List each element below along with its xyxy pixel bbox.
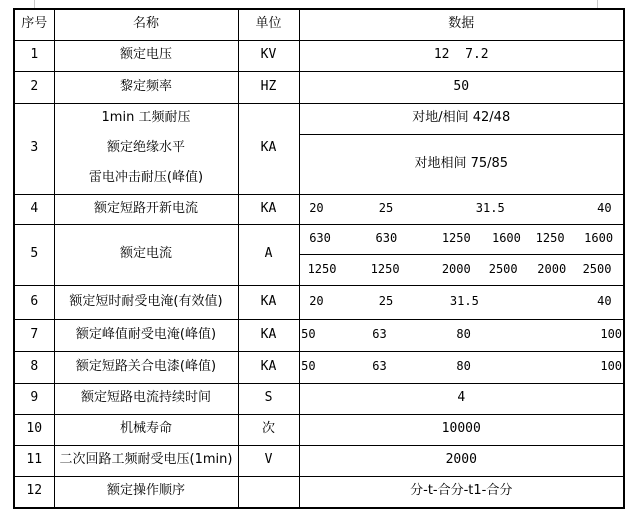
cell-unit: KA	[238, 319, 299, 351]
cell-data: 50	[299, 71, 624, 103]
table-row-1	[14, 40, 624, 71]
cell-name: 额定操作顺序	[54, 476, 238, 508]
cell-unit: KA	[238, 285, 299, 319]
value: 40	[597, 294, 612, 309]
value: 630	[309, 231, 331, 246]
value: 40	[597, 201, 612, 216]
name-line-1: 1min 工频耐压	[101, 110, 191, 126]
cell-name: 额定电压	[54, 40, 238, 71]
cell-data-values-a	[299, 224, 624, 254]
cell-unit: KA	[238, 351, 299, 383]
value: 1250	[441, 231, 471, 246]
margin-mark-right	[597, 0, 598, 8]
cell-no: 3	[14, 103, 54, 194]
cell-no: 8	[14, 351, 54, 383]
cell-unit: KA	[238, 103, 299, 194]
table-row-2	[14, 71, 624, 103]
cell-name: 额定短时耐受电淹(有效值)	[54, 285, 238, 319]
cell-data: 12 7.2	[299, 40, 624, 71]
cell-name: 额定短路电流持续时间	[54, 383, 238, 414]
value: 1600	[491, 231, 521, 246]
spec-table	[13, 8, 625, 509]
cell-unit: A	[238, 224, 299, 285]
cell-no: 2	[14, 71, 54, 103]
cell-no: 9	[14, 383, 54, 414]
cell-name	[54, 103, 238, 194]
value: 1250	[370, 261, 400, 276]
value: 2500	[488, 261, 518, 276]
value: 31.5	[475, 201, 505, 216]
cell-no: 4	[14, 194, 54, 224]
cell-no: 5	[14, 224, 54, 285]
value: 2000	[537, 261, 567, 276]
table-row-6	[14, 285, 624, 319]
value: 20	[309, 201, 324, 216]
table-row-8	[14, 351, 624, 383]
cell-name: 额定峰值耐受电淹(峰值)	[54, 319, 238, 351]
header-cell-data: 数据	[299, 9, 624, 40]
value: 2500	[582, 261, 612, 276]
value: 100	[600, 359, 623, 374]
table-row-10	[14, 414, 624, 445]
value: 1250	[535, 231, 565, 246]
value: 1250	[307, 261, 337, 276]
cell-data: 4	[299, 383, 624, 414]
cell-name: 机械寿命	[54, 414, 238, 445]
table-row-7	[14, 319, 624, 351]
cell-unit: KV	[238, 40, 299, 71]
table-row-5	[14, 224, 624, 254]
cell-unit: KA	[238, 194, 299, 224]
cell-no: 6	[14, 285, 54, 319]
table-row-4	[14, 194, 624, 224]
cell-unit: HZ	[238, 71, 299, 103]
cell-no: 7	[14, 319, 54, 351]
value: 63	[372, 327, 387, 342]
value: 50	[301, 327, 316, 342]
cell-name: 额定电流	[54, 224, 238, 285]
table-row-12	[14, 476, 624, 508]
cell-data: 分-t-合分-t1-合分	[299, 476, 624, 508]
value: 2000	[441, 261, 471, 276]
cell-name: 额定短路关合电漆(峰值)	[54, 351, 238, 383]
value: 50	[301, 359, 316, 374]
cell-data-sub-a: 对地/相间 42/48	[299, 103, 624, 134]
table-row-9	[14, 383, 624, 414]
insulation-level-lines	[55, 104, 238, 194]
cell-no: 12	[14, 476, 54, 508]
header-cell-name: 名称	[54, 9, 238, 40]
cell-data: 10000	[299, 414, 624, 445]
value: 1600	[584, 231, 614, 246]
cell-unit: V	[238, 445, 299, 476]
cell-unit	[238, 476, 299, 508]
header-cell-no: 序号	[14, 9, 54, 40]
table-row-3	[14, 103, 624, 134]
value: 63	[372, 359, 387, 374]
cell-name: 二次回路工频耐受电压(1min)	[54, 445, 238, 476]
value: 25	[378, 294, 394, 309]
value: 31.5	[449, 294, 479, 309]
cell-name: 额定短路开新电流	[54, 194, 238, 224]
value: 100	[600, 327, 623, 342]
cell-no: 1	[14, 40, 54, 71]
cell-no: 10	[14, 414, 54, 445]
cell-unit: S	[238, 383, 299, 414]
header-row	[14, 9, 624, 40]
margin-mark-left	[34, 0, 35, 8]
value: 25	[378, 201, 394, 216]
cell-data-values-b	[299, 254, 624, 285]
cell-data-values	[299, 194, 624, 224]
value: 20	[309, 294, 324, 309]
cell-data-sub-b: 对地相间 75/85	[299, 134, 624, 194]
table-row-11	[14, 445, 624, 476]
cell-name: 黎定频率	[54, 71, 238, 103]
cell-no: 11	[14, 445, 54, 476]
cell-data-values	[299, 285, 624, 319]
value: 80	[456, 327, 471, 342]
cell-data: 2000	[299, 445, 624, 476]
cell-data-values	[299, 351, 624, 383]
value: 80	[456, 359, 471, 374]
cell-data-values	[299, 319, 624, 351]
value: 630	[375, 231, 398, 246]
header-cell-unit: 单位	[238, 9, 299, 40]
name-line-2: 额定绝缘水平	[106, 140, 185, 156]
name-line-3: 雷电冲击耐压(峰值)	[88, 170, 204, 186]
cell-unit: 次	[238, 414, 299, 445]
